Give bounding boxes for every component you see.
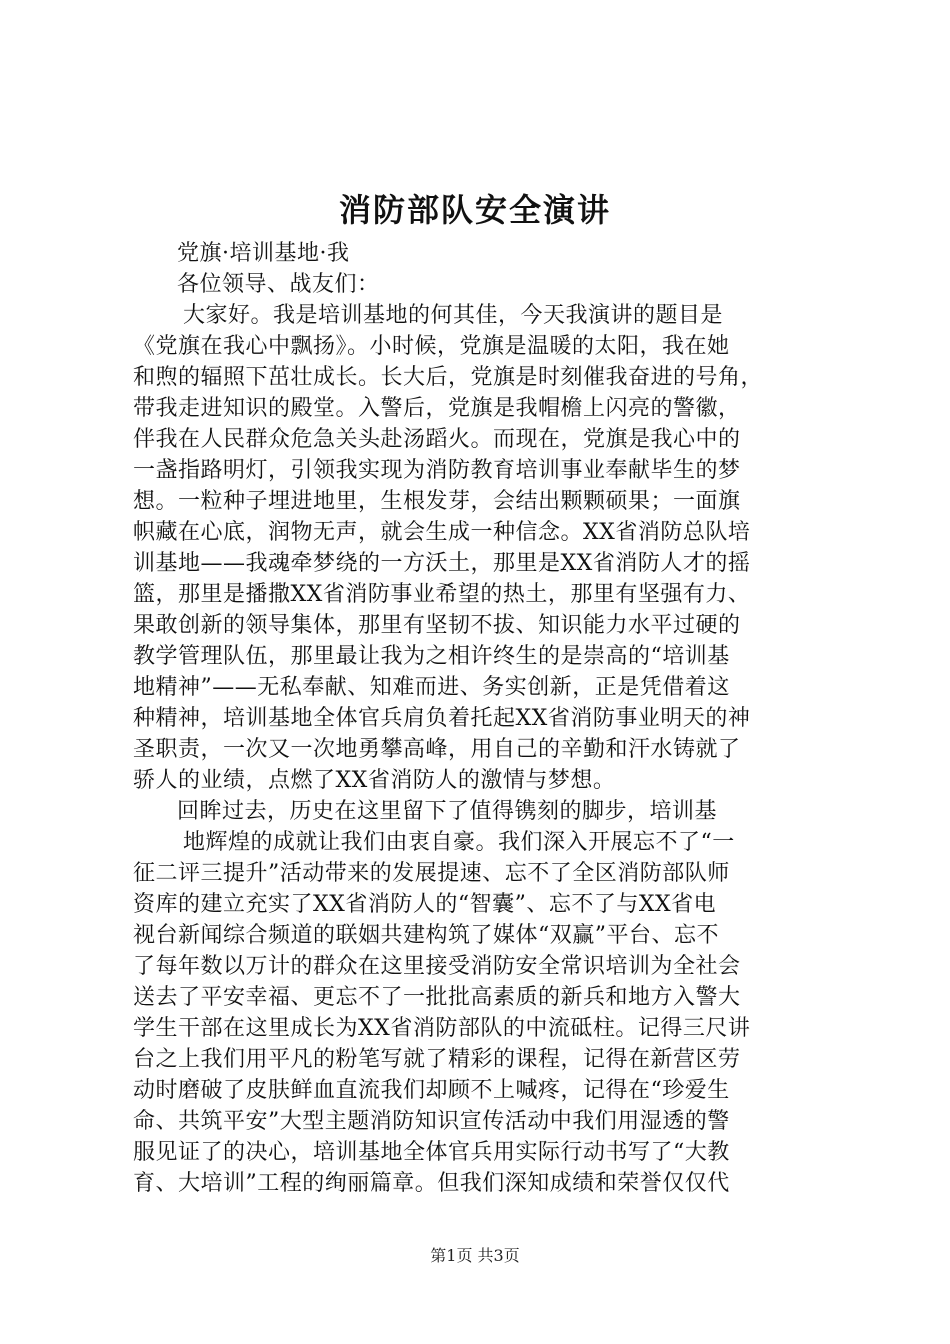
paragraph-line: 教学管理队伍，那里最让我为之相许终生的是崇高的“培训基 — [133, 644, 730, 669]
salutation: 各位领导、战友们： — [177, 272, 380, 297]
paragraph-line: 地精神”——无私奉献、知难而进、务实创新，正是凭借着这 — [133, 675, 730, 700]
paragraph-line: 伴我在人民群众危急关头赴汤蹈火。而现在，党旗是我心中的 — [133, 427, 741, 452]
paragraph-line: 台之上我们用平凡的粉笔写就了精彩的课程，记得在新营区劳 — [133, 1047, 741, 1072]
paragraph-line: 视台新闻综合频道的联姻共建构筑了媒体“双赢”平台、忘不 — [133, 923, 719, 948]
document-body — [133, 238, 833, 1199]
paragraph-line: 征二评三提升”活动带来的发展提速、忘不了全区消防部队师 — [133, 861, 730, 886]
paragraph-line: 带我走进知识的殿堂。入警后，党旗是我帽檐上闪亮的警徽， — [133, 396, 741, 421]
paragraph-line: 动时磨破了皮肤鲜血直流我们却顾不上喊疼，记得在“珍爱生 — [133, 1078, 730, 1103]
paragraph-line: 送去了平安幸福、更忘不了一批批高素质的新兵和地方入警大 — [133, 985, 741, 1010]
paragraph-line: 育、大培训”工程的绚丽篇章。但我们深知成绩和荣誉仅仅代 — [133, 1171, 730, 1196]
paragraph-line: 和煦的辐照下茁壮成长。长大后，党旗是时刻催我奋进的号角， — [133, 365, 764, 390]
paragraph-line: 圣职责，一次又一次地勇攀高峰，用自己的辛勤和汗水铸就了 — [133, 737, 741, 762]
paragraph-line: 帜藏在心底，润物无声，就会生成一种信念。XX省消防总队培 — [133, 520, 751, 545]
paragraph-line: 想。一粒种子埋进地里，生根发芽，会结出颗颗硕果；一面旗 — [133, 489, 741, 514]
paragraph-line: 了每年数以万计的群众在这里接受消防安全常识培训为全社会 — [133, 954, 741, 979]
paragraph-line: 《党旗在我心中飘扬》。小时候，党旗是温暖的太阳，我在她 — [133, 334, 730, 359]
paragraph-1 — [133, 300, 833, 796]
paragraph-line: 学生干部在这里成长为XX省消防部队的中流砥柱。记得三尺讲 — [133, 1016, 751, 1041]
paragraph-line: 地辉煌的成就让我们由衷自豪。我们深入开展忘不了“一 — [183, 830, 735, 855]
paragraph-line: 大家好。我是培训基地的何其佳，今天我演讲的题目是 — [183, 303, 724, 328]
paragraph-line: 种精神，培训基地全体官兵肩负着托起XX省消防事业明天的神 — [133, 706, 751, 731]
document-title: 消防部队安全演讲 — [338, 191, 611, 229]
paragraph-line: 命、共筑平安”大型主题消防知识宣传活动中我们用湿透的警 — [133, 1109, 730, 1134]
paragraph-line: 果敢创新的领导集体，那里有坚韧不拔、知识能力水平过硬的 — [133, 613, 741, 638]
paragraph-3 — [133, 827, 833, 1199]
paragraph-line: 资库的建立充实了XX省消防人的“智囊”、忘不了与XX省电 — [133, 892, 717, 917]
paragraph-2: 回眸过去，历史在这里留下了值得镌刻的脚步，培训基 — [177, 799, 718, 824]
paragraph-line: 服见证了的决心，培训基地全体官兵用实际行动书写了“大教 — [133, 1140, 730, 1165]
paragraph-line: 训基地——我魂牵梦绕的一方沃土，那里是XX省消防人才的摇 — [133, 551, 751, 576]
paragraph-line: 骄人的业绩，点燃了XX省消防人的激情与梦想。 — [133, 768, 616, 793]
paragraph-line: 一盏指路明灯，引领我实现为消防教育培训事业奉献毕生的梦 — [133, 458, 741, 483]
paragraph-line: 篮，那里是播撒XX省消防事业希望的热土，那里有坚强有力、 — [133, 582, 751, 607]
page-number: 第1页 共3页 — [430, 1246, 520, 1265]
document-subtitle: 党旗·培训基地·我 — [177, 241, 350, 266]
